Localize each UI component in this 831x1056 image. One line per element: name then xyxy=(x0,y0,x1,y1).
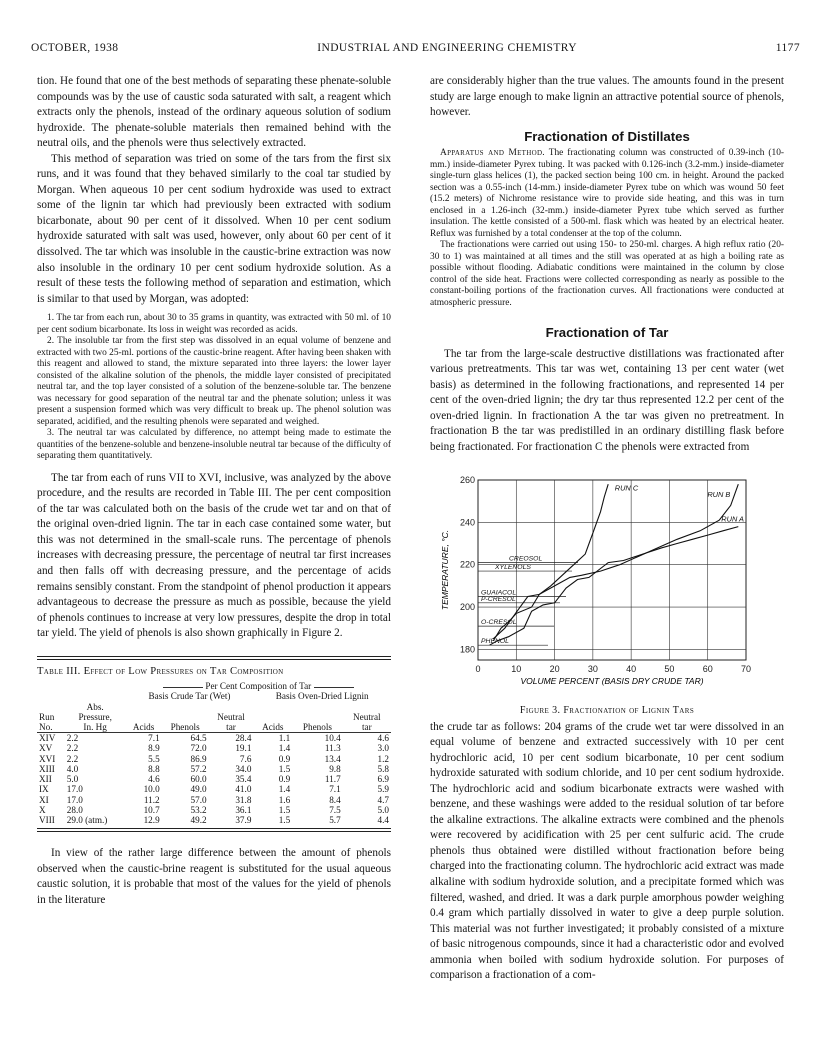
table-cell: 2.2 xyxy=(66,743,79,754)
table-cell: 9.8 xyxy=(329,763,341,774)
table-cell: 1.5 xyxy=(278,814,291,825)
table-cell: 49.0 xyxy=(190,784,207,795)
y-tick-label: 220 xyxy=(459,559,475,570)
table-row xyxy=(37,743,391,753)
table-cell: 35.4 xyxy=(235,774,252,785)
table-cell: 0.9 xyxy=(278,753,291,764)
table-cell: 64.5 xyxy=(190,733,207,744)
y-tick-label: 180 xyxy=(459,643,475,654)
table-cell: XIV xyxy=(39,733,56,744)
fractionation-chart xyxy=(430,466,784,698)
y-axis-label: TEMPERATURE, °C. xyxy=(440,529,450,610)
section-heading: Fractionation of Distillates xyxy=(524,128,690,144)
table-cell: 10.0 xyxy=(143,784,160,795)
reference-label: XYLENOLS xyxy=(495,563,531,571)
section-heading: Fractionation of Tar xyxy=(545,325,669,341)
col-header-neutral: Neutral tar xyxy=(353,711,381,733)
table-cell: 60.0 xyxy=(190,774,207,785)
table-cell: 34.0 xyxy=(235,763,252,774)
table-cell: 7.1 xyxy=(329,784,341,795)
table-cell: 4.7 xyxy=(377,794,389,805)
table-cell: 28.0 xyxy=(66,804,83,815)
running-header xyxy=(31,42,800,56)
run-in-heading: Apparatus and Method. xyxy=(440,148,545,159)
table-row xyxy=(37,805,391,815)
figure-caption: Figure 3. Fractionation of Lignin Tars xyxy=(519,705,695,717)
table-row xyxy=(37,733,391,744)
table-cell: 57.2 xyxy=(190,763,207,774)
table-cell: 7.1 xyxy=(148,733,160,744)
table-cell: 86.9 xyxy=(190,753,207,764)
table-cell: 28.4 xyxy=(235,733,252,744)
table-cell: 4.4 xyxy=(377,814,389,825)
table-cell: 8.4 xyxy=(329,794,341,805)
table-cell: 17.0 xyxy=(66,794,83,805)
procedure-step: 3. The neutral tar was calculated by difference, no attempt being made to estimate the quantities of the benzene-soluble and benzene-insoluble neutral tar because of the difficulty of separating them quantitatively. xyxy=(37,428,391,462)
table-cell: 10.7 xyxy=(143,804,160,815)
table-row xyxy=(37,815,391,825)
left-column xyxy=(37,74,391,908)
paragraph: the crude tar as follows: 204 grams of the crude wet tar were dissolved in an equal volume of benzene and extracted successively with 10 per cent hydrochloric acid, 10 per cent sodium bicarbonate, 10 per cent sodium hydroxide saturated with sodium chloride, and 10 per cent sodium hydroxide. The hydrochloric acid and sodium bicarbonate extracts were washed with benzene, and these washings were added to the residual solution of tar before the alkaline extractions. The alkaline extracts were combined and the phenols were recovered by acidification with 25 per cent sulfuric acid. The crude phenols thus obtained were distilled without fractionation before being charged into the fractionating column. The hydrochloric acid extract was made alkaline with sodium hydroxide solution, and a precipitate formed which was filtered, washed, and dried. It was a dark purple amorphous powder weighing 0.4 gram which partially dissolved in water to give a deep purple solution. This material was not further investigated; it probably consisted of a mixture of basic nitrogenous compounds, since it had a characteristic odor and evolved ammonia when boiled with sodium hydroxide solution. For purposes of comparison a fractionation of a com- xyxy=(430,720,784,982)
table-cell: 1.5 xyxy=(278,804,291,815)
table-cell: 53.2 xyxy=(190,804,207,815)
table-cell: 1.1 xyxy=(278,733,291,744)
x-tick-label: 50 xyxy=(664,663,675,674)
apparatus-section xyxy=(430,148,784,309)
table-cell: 19.1 xyxy=(235,743,252,754)
table-cell: 5.7 xyxy=(329,814,341,825)
table-cell: 10.4 xyxy=(324,733,341,744)
table-cell: VIII xyxy=(39,814,55,825)
table-rule xyxy=(37,656,391,660)
paragraph: are considerably higher than the true values. The amounts found in the present study are large enough to make lignin an attractive potential source of phenols, however. xyxy=(430,75,784,119)
table-cell: 72.0 xyxy=(190,743,207,754)
x-tick-label: 70 xyxy=(740,663,752,674)
table-span-header: Per Cent Composition of Tar xyxy=(126,681,391,691)
series-line xyxy=(490,526,739,645)
table-cell: 2.2 xyxy=(66,733,79,744)
col-header-pressure: Abs. Pressure, In. Hg xyxy=(78,701,112,733)
table-iii xyxy=(37,656,391,832)
table-cell: XI xyxy=(39,794,49,805)
reference-label: GUAIACOL xyxy=(481,589,517,597)
table-cell: 31.8 xyxy=(235,794,252,805)
reference-label: P-CRESOL xyxy=(481,595,516,603)
y-tick-label: 200 xyxy=(459,601,475,612)
table-cell: 7.6 xyxy=(239,753,252,764)
col-header-acids: Acids xyxy=(132,722,155,733)
x-axis-label: VOLUME PERCENT (BASIS DRY CRUDE TAR) xyxy=(520,675,704,686)
reference-label: PHENOL xyxy=(481,637,509,645)
table-cell: 36.1 xyxy=(235,804,252,815)
table-cell: 4.0 xyxy=(66,763,79,774)
table-cell: 8.9 xyxy=(148,743,160,754)
header-date: OCTOBER, 1938 xyxy=(31,42,119,54)
series-label: RUN C xyxy=(614,483,639,493)
table-body xyxy=(37,733,391,825)
table-cell: 8.8 xyxy=(148,763,160,774)
x-tick-label: 30 xyxy=(587,663,598,674)
paragraph xyxy=(430,148,784,240)
table-cell: 29.0 (atm.) xyxy=(66,814,108,825)
figure-3 xyxy=(430,466,784,717)
table-group-header: Basis Oven-Dried Lignin xyxy=(275,691,369,702)
paragraph: This method of separation was tried on some of the tars from the first six runs, and it was found that they behaved similarly to the coal tar studied by Morgan. When aqueous 10 per cent sodium hydroxide was used to extract some of the lignin tar which had previously been extracted with sodium bicarbonate, about 90 per cent of it dissolved. When 10 per cent sodium hydroxide saturated with salt was used, however, only about 60 per cent of it dissolved. The tar which was insoluble in the caustic-brine extraction was now also insoluble in the ordinary 10 per cent sodium hydroxide solution. As a result of these tests the following method of separation and estimation, which is similar to that used by Morgan, was adopted: xyxy=(37,152,391,305)
table-cell: XII xyxy=(39,774,52,785)
table-cell: 17.0 xyxy=(66,784,83,795)
table-cell: XIII xyxy=(39,763,55,774)
table-cell: 49.2 xyxy=(190,814,207,825)
table-cell: 1.2 xyxy=(377,753,389,764)
header-journal: INDUSTRIAL AND ENGINEERING CHEMISTRY xyxy=(317,42,577,54)
series-label: RUN B xyxy=(707,489,731,499)
table-cell: XV xyxy=(39,743,53,754)
table-cell: 11.2 xyxy=(143,794,160,805)
table-row xyxy=(37,795,391,805)
paragraph-text: The fractionating column was constructed of 0.39-inch (10-mm.) inside-diameter Pyrex tubing. It was packed with 0.126-inch (3.2-mm.) inside-diameter single-turn glass helices (1), the packed section being 100 cm. in height. Around the packed section was a 0.55-inch (14-mm.) inside-diameter Pyrex tube on which was wound 50 feet (15.2 meters) of Nichrome resistance wire to provide side heating, and this was in turn enclosed in a 1.26-inch (32-mm.) inside-diameter Pyrex tube which served as further insulation. The kettle consisted of a 500-ml. flask which was heated by an electrical heater. Reflux was furnished by a total condenser at the top of the column. xyxy=(430,148,785,239)
table-rule xyxy=(37,828,391,832)
table-cell: 5.0 xyxy=(66,774,79,785)
procedure-list xyxy=(37,313,391,463)
table-cell: 6.9 xyxy=(377,774,389,785)
table-cell: 1.6 xyxy=(278,794,291,805)
col-header-neutral: Neutral tar xyxy=(217,711,245,733)
table-cell: 0.9 xyxy=(278,774,291,785)
table-grid xyxy=(37,681,391,825)
reference-label: O-CRESOL xyxy=(481,618,517,626)
table-cell: 1.5 xyxy=(278,763,291,774)
table-cell: 37.9 xyxy=(235,814,252,825)
table-cell: XVI xyxy=(39,753,56,764)
table-cell: 7.5 xyxy=(329,804,341,815)
table-cell: 13.4 xyxy=(324,753,341,764)
table-cell: 4.6 xyxy=(377,733,389,744)
table-cell: 2.2 xyxy=(66,753,79,764)
table-title: Table III. Effect of Low Pressures on Tar Composition xyxy=(37,665,284,677)
table-cell: 41.0 xyxy=(235,784,252,795)
x-tick-label: 10 xyxy=(511,663,522,674)
table-cell: 5.0 xyxy=(377,804,389,815)
table-row xyxy=(37,754,391,764)
table-cell: 5.9 xyxy=(377,784,389,795)
table-row xyxy=(37,784,391,794)
col-header-run: Run No. xyxy=(39,711,55,733)
table-cell: 11.3 xyxy=(324,743,341,754)
procedure-step: 2. The insoluble tar from the first step was dissolved in an equal volume of benzene and extracted with two 25-ml. portions of the caustic-brine reagent. After having been shaken with this reagent and allowed to stand, the mixture separated into three layers: the lower layer consisted of the alkaline solution of the phenols, the middle layer consisted of precipitated neutral tar, and the top layer consisted of a solution of the benzene-soluble tar. The benzene was necessary for good separation of the neutral tar and the phenate solution; unless it was present a suspension formed which was very difficult to break up. The phenol solution was separated, acidified, and the resulting phenols were separated and weighed. xyxy=(37,336,391,427)
table-cell: 5.8 xyxy=(377,763,389,774)
series-label: RUN A xyxy=(721,514,744,524)
table-cell: 12.9 xyxy=(143,814,160,825)
table-cell: X xyxy=(39,804,46,815)
x-tick-label: 60 xyxy=(702,663,713,674)
y-tick-label: 260 xyxy=(459,474,475,485)
procedure-step: 1. The tar from each run, about 30 to 35 grams in quantity, was extracted with 50 ml. of 10 per cent sodium bicarbonate. Its loss in weight was recorded as acids. xyxy=(37,313,391,335)
x-tick-label: 0 xyxy=(475,663,481,674)
table-cell: 57.0 xyxy=(190,794,207,805)
col-header-phenols: Phenols xyxy=(170,722,200,733)
table-cell: 3.0 xyxy=(377,743,389,754)
paragraph: tion. He found that one of the best methods of separating these phenate-soluble compounds was by the use of caustic soda saturated with salt, a reagent which extracts only the phenols, instead of the ordinary aqueous solution of sodium hydroxide. The phenate-soluble materials then remained behind with the neutral oils, and the phenols were thus selectively extracted. xyxy=(37,75,391,150)
table-cell: IX xyxy=(39,784,49,795)
right-column xyxy=(430,74,784,984)
table-row xyxy=(37,774,391,784)
paragraph: The fractionations were carried out using 150- to 250-ml. charges. A high reflux ratio (20-30 to 1) was maintained at all times and the still was operated at as high a boiling rate as possible without flooding. Adiabatic conditions were maintained in the column by close control of the side heat. Fractions were collected corresponding as nearly as possible to the constant-boiling portions of the fractionation curves. All fractionations were conducted at atmospheric pressure. xyxy=(430,240,784,308)
table-cell: 1.4 xyxy=(278,743,291,754)
table-cell: 11.7 xyxy=(324,774,341,785)
y-tick-label: 240 xyxy=(459,516,475,527)
x-tick-label: 20 xyxy=(549,663,560,674)
table-group-header: Basis Crude Tar (Wet) xyxy=(148,691,231,702)
x-tick-label: 40 xyxy=(626,663,637,674)
header-page-number: 1177 xyxy=(775,42,800,54)
table-cell: 5.5 xyxy=(148,753,160,764)
col-header-phenols: Phenols xyxy=(302,722,332,733)
table-row xyxy=(37,764,391,774)
paragraph: The tar from each of runs VII to XVI, inclusive, was analyzed by the above procedure, and the results are recorded in Table III. The per cent composition of the tar was calculated both on the basis of the crude wet tar and on that of the original oven-dried lignin. The tar in each case contained some water, but this was not determined in the small-scale runs. The percentage of phenols increases with decreasing pressure, the percentage of neutral tar first increases and then falls off with decreasing pressure, and the percentage of acids remains sensibly constant. From the standpoint of phenol production it appears advantageous to decrease the pressure as much as possible, because the yield of phenols continues to increase at very low pressures, despite the drop in total tar yield. The yield of phenols is also shown graphically in Figure 2. xyxy=(37,471,391,640)
col-header-acids: Acids xyxy=(262,722,284,733)
table-cell: 1.4 xyxy=(278,784,291,795)
reference-label: CREOSOL xyxy=(509,555,543,563)
paragraph: The tar from the large-scale destructive distillations was fractionated after various pretreatments. This tar was wet, containing 13 per cent water (wet basis) as determined in the following fractionations, and represented 14 per cent of the oven-dried lignin; the dry tar thus represented 12.2 per cent of the oven-dried lignin. In fractionation A the tar was given no pretreatment. In fractionation B the tar was predistilled in an ordinary distilling flask before being fractionated. For fractionation C the phenols were extracted from xyxy=(430,347,784,454)
paragraph: In view of the rather large difference between the amount of phenols observed when the caustic-brine reagent is substituted for the usual aqueous caustic solution, it is probable that most of the values for the yield of phenols in the literature xyxy=(37,847,391,906)
table-cell: 4.6 xyxy=(148,774,160,785)
